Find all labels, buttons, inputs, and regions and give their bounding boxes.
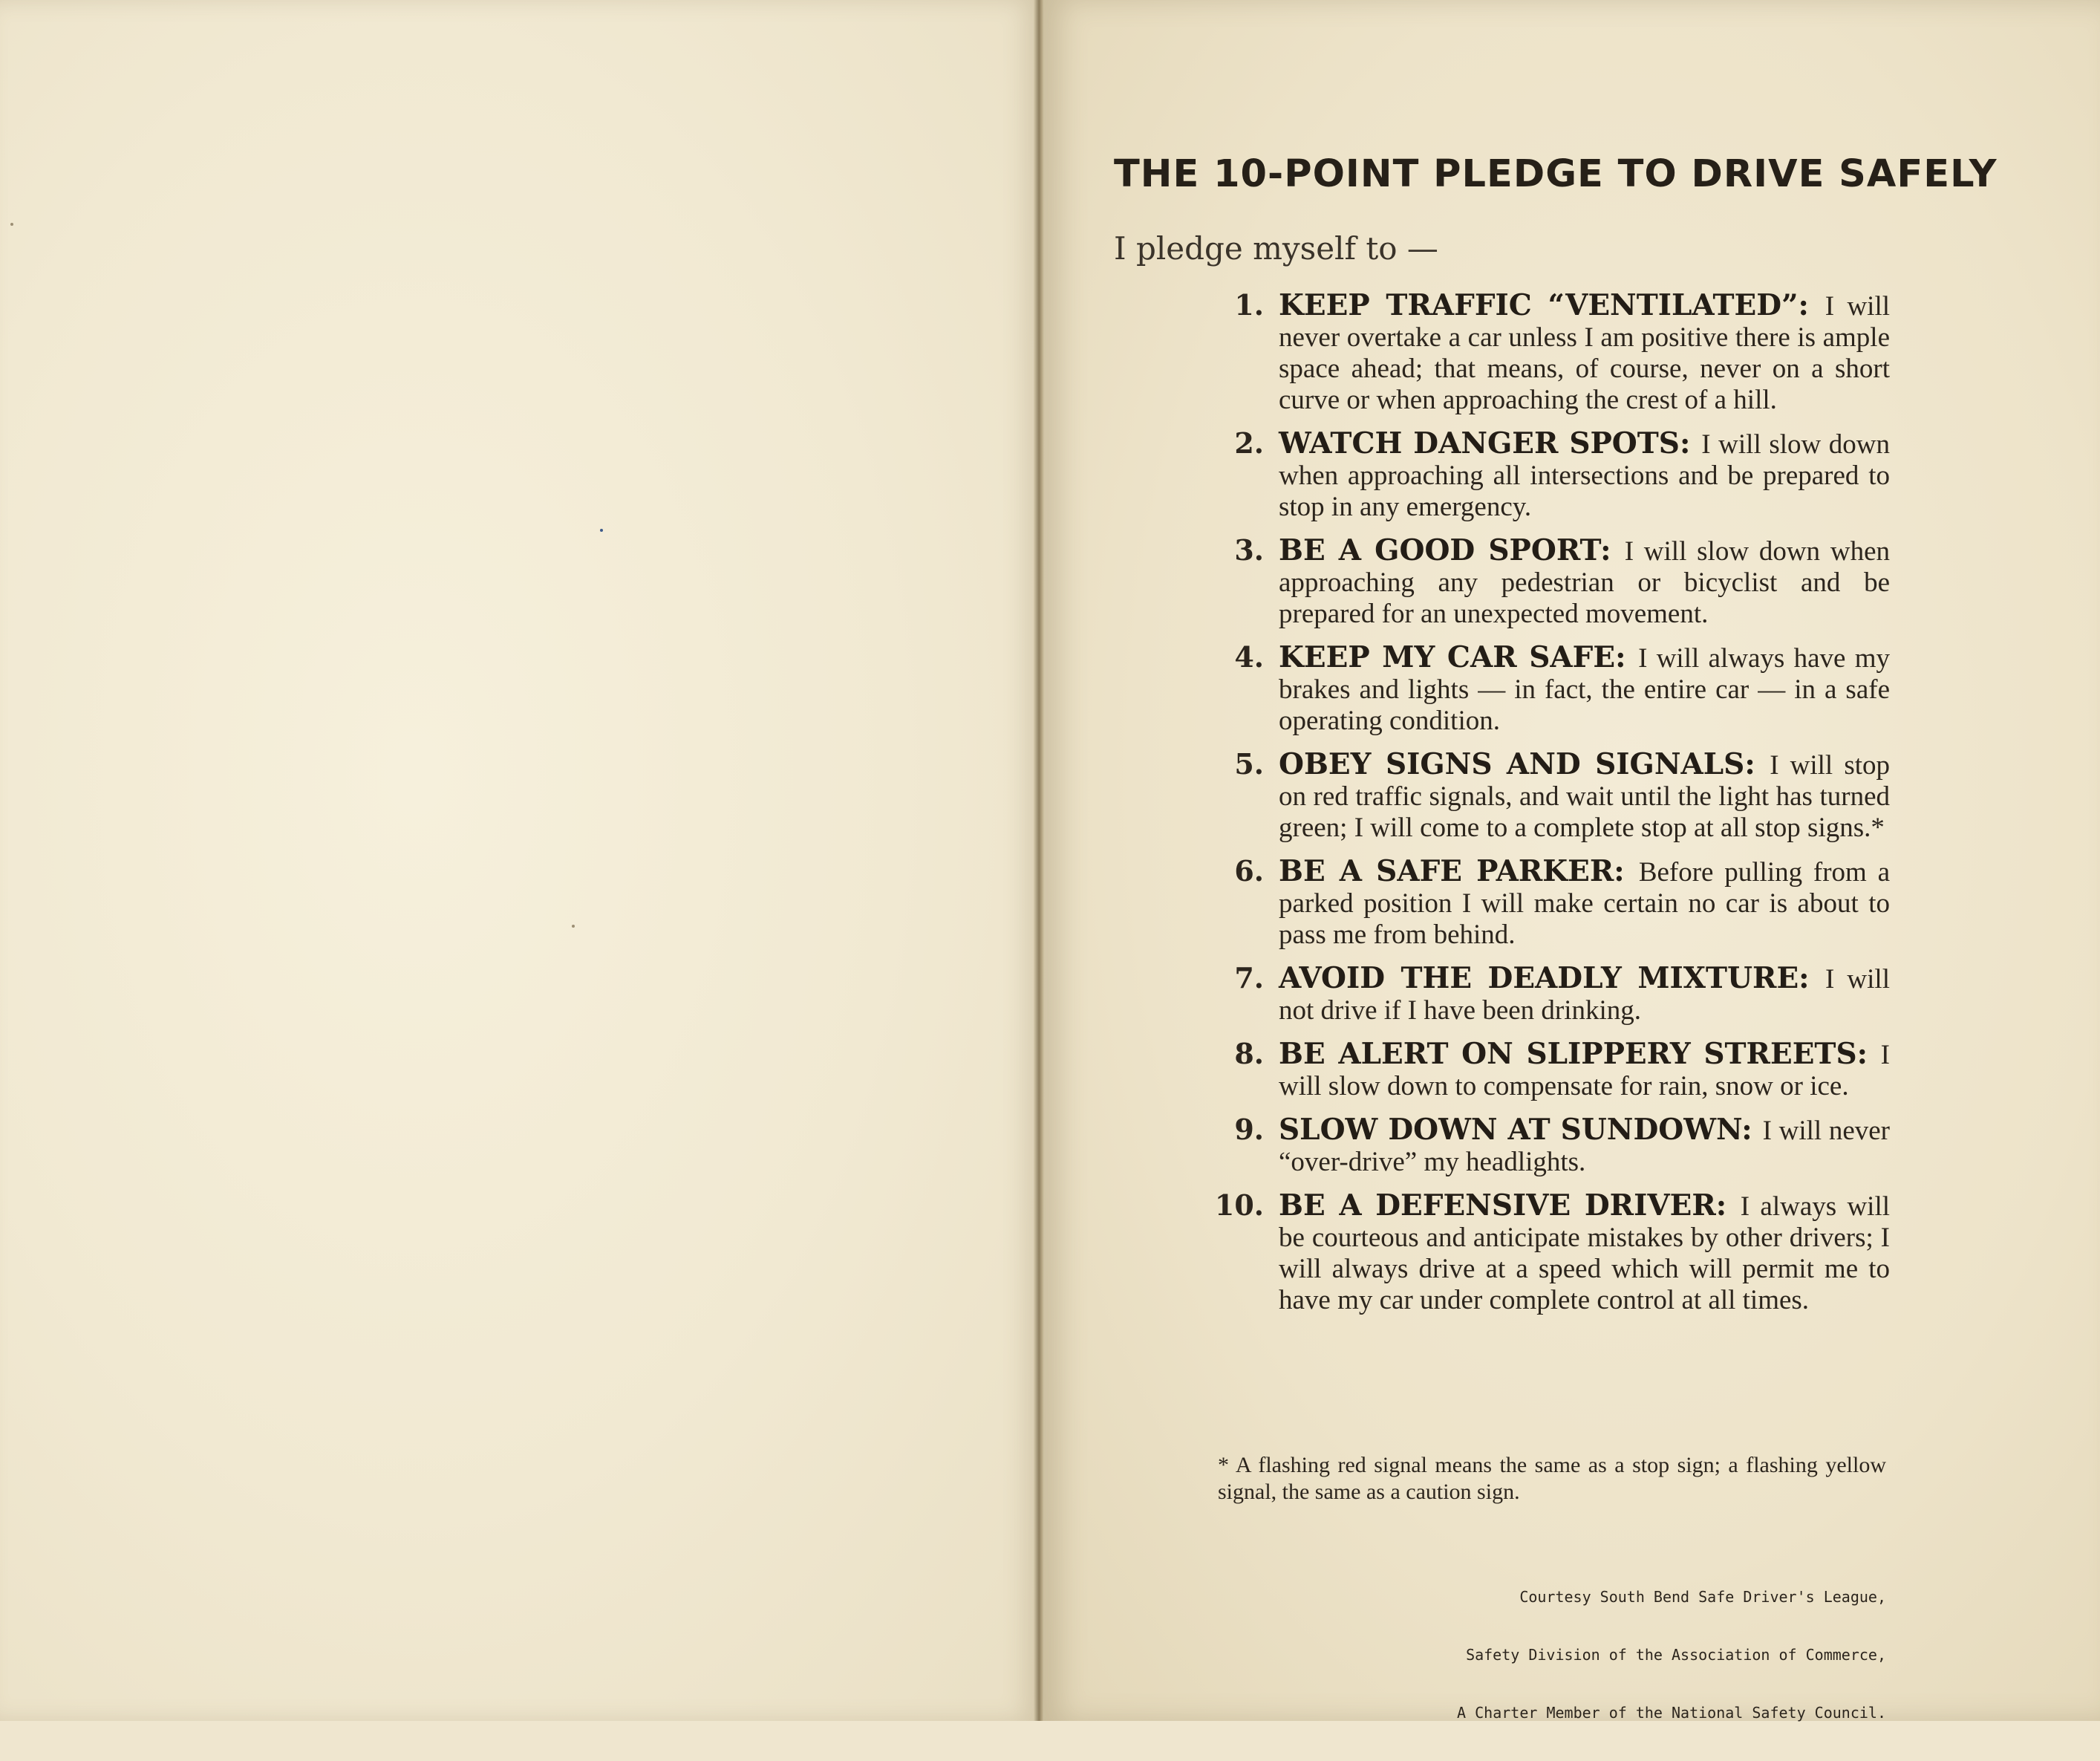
page-title: THE 10-POINT PLEDGE TO DRIVE SAFELY — [1114, 152, 1998, 196]
pledge-item — [1210, 963, 1890, 1026]
pledge-heading: BE A GOOD SPORT: — [1279, 533, 1625, 567]
pledge-heading: BE ALERT ON SLIPPERY STREETS: — [1279, 1037, 1881, 1071]
pledge-item — [1210, 642, 1890, 737]
credit-line: A Charter Member of the National Safety Council. — [1457, 1704, 1886, 1722]
pledge-heading: KEEP MY CAR SAFE: — [1279, 640, 1639, 674]
pledge-text: I will never overtake a car unless I am positive there is ample space ahead; that means, of course, never on a short curve or when approaching the crest of a hill. — [1279, 291, 1891, 415]
pledge-intro: I pledge myself to — — [1114, 230, 1438, 267]
pledge-text: I will slow down when approaching any pedestrian or bicyclist and be prepared for an unexpected movement. — [1279, 536, 1890, 629]
pledge-item — [1210, 535, 1890, 630]
pledge-number: 9. — [1234, 1113, 1264, 1146]
pledge-heading: WATCH DANGER SPOTS: — [1279, 426, 1702, 460]
pledge-text: I will stop on red traffic signals, and wait until the light has turned green; I will come to a complete stop at all stop signs.* — [1279, 750, 1890, 843]
footnote: * A flashing red signal means the same as a stop sign; a flashing yellow signal, the same as a caution sign. — [1218, 1453, 1886, 1504]
credit-line: Safety Division of the Association of Commerce, — [1466, 1646, 1886, 1664]
pledge-number: 8. — [1234, 1037, 1264, 1070]
pledge-item — [1210, 1190, 1890, 1316]
pledge-number: 5. — [1234, 747, 1264, 781]
pledge-heading: AVOID THE DEADLY MIXTURE: — [1279, 961, 1825, 995]
pledge-number: 2. — [1234, 426, 1264, 460]
pledge-number: 6. — [1234, 854, 1264, 888]
pledge-number: 10. — [1214, 1188, 1264, 1222]
pledge-number: 7. — [1234, 961, 1264, 995]
pledge-item — [1210, 1114, 1890, 1178]
pledge-text: I will always have my brakes and lights — in fact, the entire car — in a safe operating condition. — [1279, 643, 1890, 736]
pledge-number: 3. — [1234, 533, 1264, 567]
paper-speck — [572, 925, 575, 928]
pledge-text: Before pulling from a parked position I will make certain no car is about to pass me from behind. — [1279, 857, 1890, 950]
pledge-text: I will never “over-drive” my headlights. — [1279, 1116, 1890, 1177]
pledge-item — [1210, 856, 1890, 951]
pledge-heading: SLOW DOWN AT SUNDOWN: — [1279, 1113, 1763, 1147]
credit-line: Courtesy South Bend Safe Driver's League, — [1519, 1588, 1886, 1606]
pledge-item — [1210, 428, 1890, 523]
pledge-heading: KEEP TRAFFIC “VENTILATED”: — [1279, 288, 1825, 322]
pledge-heading: BE A SAFE PARKER: — [1279, 854, 1639, 888]
blank-left-page — [0, 0, 1038, 1721]
pledge-heading: BE A DEFENSIVE DRIVER: — [1279, 1188, 1741, 1223]
pledge-text: I will not drive if I have been drinking. — [1279, 964, 1890, 1026]
pledge-item — [1210, 1038, 1890, 1102]
credits — [1366, 1549, 1886, 1761]
pledge-text: I will slow down to compensate for rain, snow or ice. — [1279, 1040, 1890, 1101]
pledge-text: I always will be courteous and anticipate mistakes by other drivers; I will always drive at a speed which will permit me to have my car under complete control at all times. — [1279, 1191, 1891, 1315]
pledge-item — [1210, 290, 1890, 416]
pledge-text: I will slow down when approaching all intersections and be prepared to stop in any emergency. — [1279, 429, 1891, 522]
ink-speck — [600, 529, 603, 532]
pledge-list — [1210, 290, 1890, 1328]
pledge-item — [1210, 749, 1890, 844]
pledge-number: 4. — [1234, 640, 1264, 674]
pledge-heading: OBEY SIGNS AND SIGNALS: — [1279, 747, 1770, 781]
paper-speck — [10, 223, 13, 226]
pledge-number: 1. — [1234, 288, 1264, 322]
